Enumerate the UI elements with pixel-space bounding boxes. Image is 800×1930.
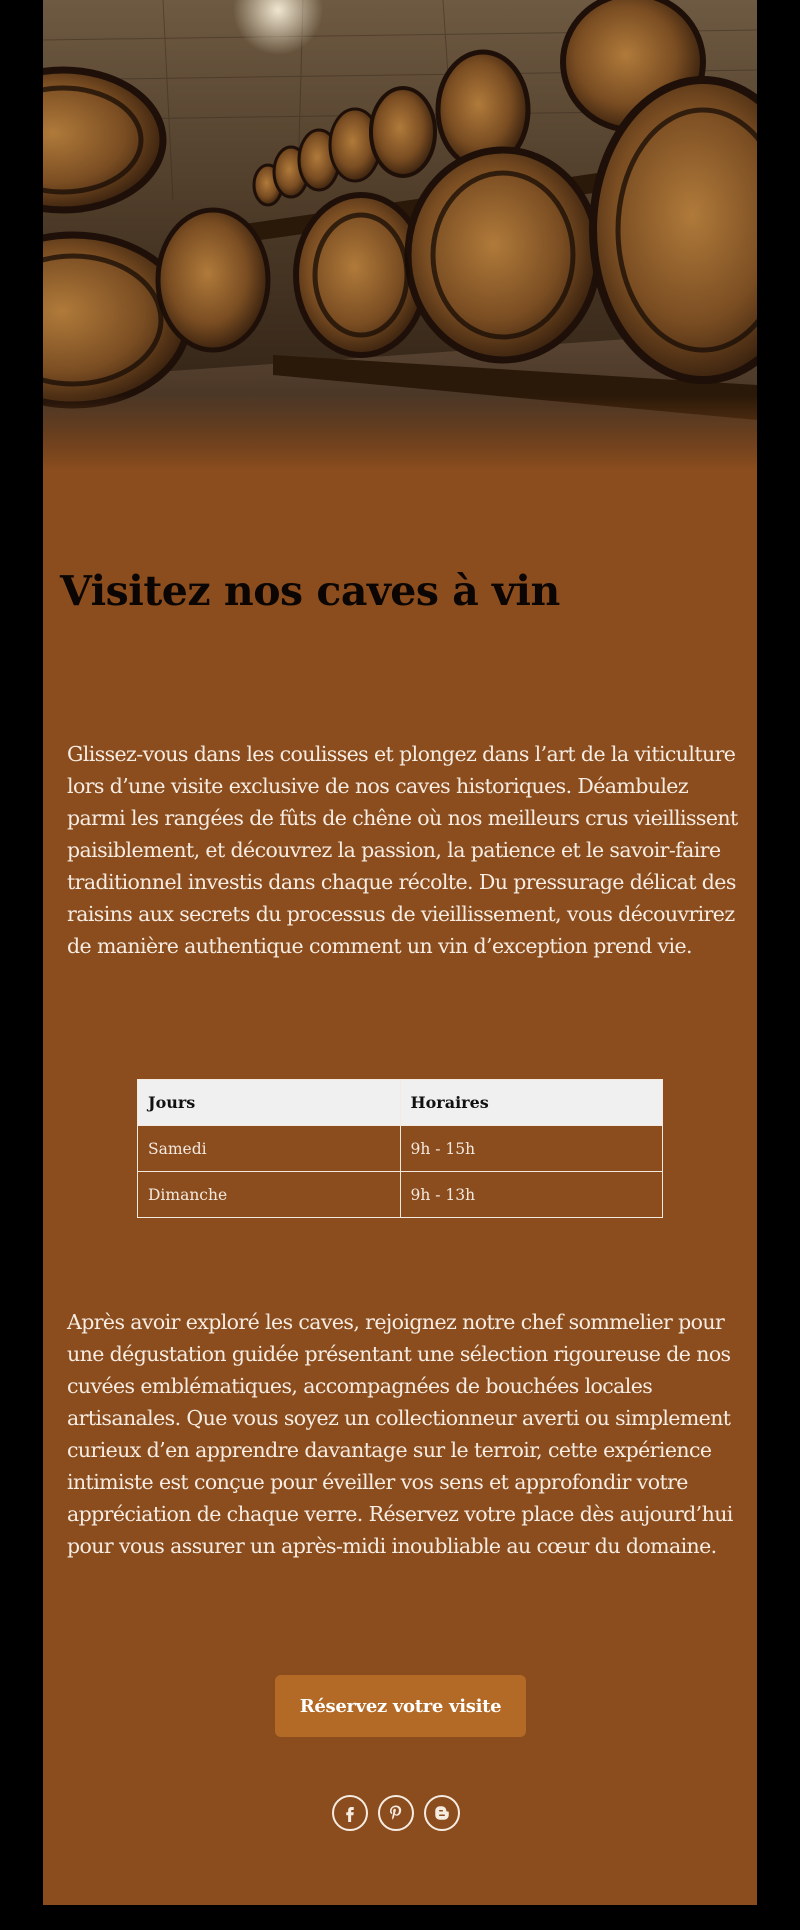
social-links — [332, 1795, 460, 1831]
header-hours: Horaires — [400, 1080, 663, 1126]
hero-image — [43, 0, 757, 470]
book-visit-button[interactable]: Réservez votre visite — [275, 1675, 526, 1737]
row-day: Dimanche — [138, 1172, 401, 1218]
schedule-table — [137, 1079, 663, 1218]
table-row — [138, 1172, 663, 1218]
blogger-icon — [433, 1804, 451, 1822]
outro-paragraph: Après avoir exploré les caves, rejoignez notre chef sommelier pour une dégustation guidée présentant une sélection rigoureuse de nos cuvées emblématiques, accompagnées de bouchées locales artisanales. Que vous soyez un collectionneur averti ou simplement curieux d’en apprendre davantage sur le terroir, cette expérience intimiste est conçue pour éveiller vos sens et approfondir votre appréciation de chaque verre. Réservez votre place dès aujourd’hui pour vous assurer un après-midi inoubliable au cœur du domaine. — [67, 1310, 733, 1558]
blogger-link[interactable] — [424, 1795, 460, 1831]
page-title: Visitez nos caves à vin — [60, 567, 560, 615]
pinterest-icon — [387, 1804, 405, 1822]
facebook-icon — [341, 1804, 359, 1822]
table-row — [138, 1126, 663, 1172]
email-container — [43, 0, 757, 1905]
intro-paragraph: Glissez-vous dans les coulisses et plongez dans l’art de la viticulture lors d’une visite exclusive de nos caves historiques. Déambulez parmi les rangées de fûts de chêne où nos meilleurs crus vieillissent paisiblement, et découvrez la passion, la patience et le savoir-faire traditionnel investis dans chaque récolte. Du pressurage délicat des raisins aux secrets du processus de vieillissement, vous découvrirez de manière authentique comment un vin d’exception prend vie. — [67, 742, 738, 958]
wine-barrels-cellar-image — [43, 0, 757, 470]
pinterest-link[interactable] — [378, 1795, 414, 1831]
header-days: Jours — [138, 1080, 401, 1126]
row-hours: 9h - 15h — [400, 1126, 663, 1172]
table-header-row — [138, 1080, 663, 1126]
facebook-link[interactable] — [332, 1795, 368, 1831]
row-day: Samedi — [138, 1126, 401, 1172]
row-hours: 9h - 13h — [400, 1172, 663, 1218]
